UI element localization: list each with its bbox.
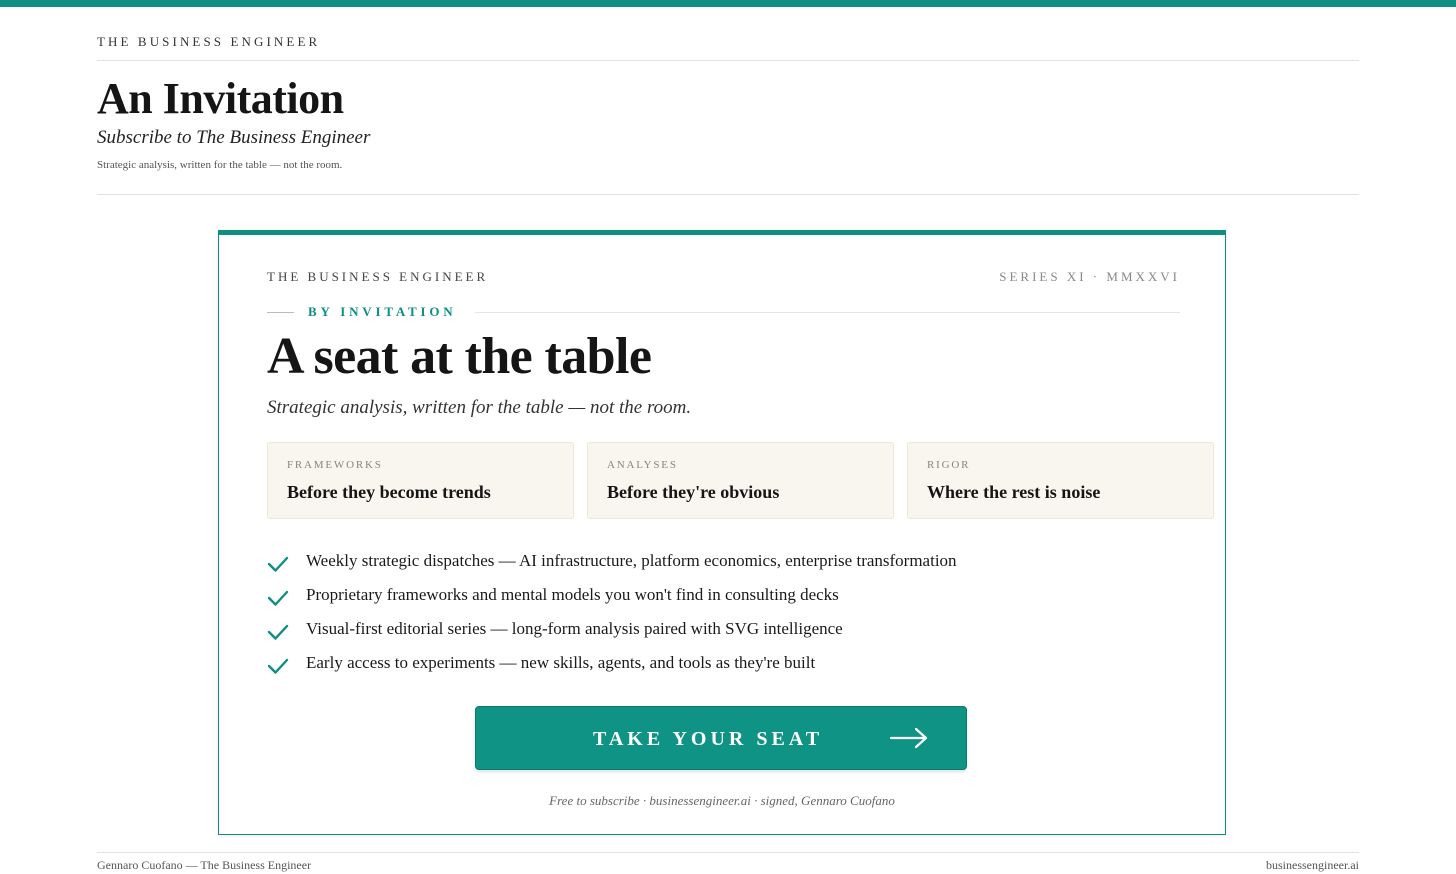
footer-site-link[interactable]: businessengineer.ai [1266,858,1359,872]
check-icon [267,555,289,573]
pillar-analyses [587,442,894,519]
header-divider [97,60,1359,61]
pillar-frameworks [267,442,574,519]
footer-divider [97,852,1359,853]
footer-author: Gennaro Cuofano — The Business Engineer [97,858,312,872]
card-footnote: Free to subscribe · businessengineer.ai · signed, Gennaro Cuofano [549,793,895,808]
card-series: SERIES XI · MMXXVI [999,269,1180,284]
benefit-text: Weekly strategic dispatches — AI infrastructure, platform economics, enterprise transformation [306,551,957,570]
benefit-text: Visual-first editorial series — long-form analysis paired with SVG intelligence [306,619,843,638]
card-brand: THE BUSINESS ENGINEER [267,269,489,284]
pillar-text: Before they're obvious [607,482,780,502]
pillar-kicker: ANALYSES [607,459,678,471]
top-accent-bar [0,0,1456,7]
card-eyebrow: BY INVITATION [308,304,457,319]
check-icon [267,589,289,607]
card-subtitle: Strategic analysis, written for the table — not the room. [267,397,692,418]
take-your-seat-button[interactable] [475,706,967,770]
cta-label: TAKE YOUR SEAT [593,728,824,750]
pillar-text: Where the rest is noise [927,482,1101,502]
benefit-text: Proprietary frameworks and mental models you won't find in consulting decks [306,585,839,604]
page-subtitle: Subscribe to The Business Engineer [97,127,371,148]
arrow-right-icon [889,727,929,749]
eyebrow-rule [475,312,1180,313]
pillar-kicker: RIGOR [927,459,971,471]
pillar-rigor [907,442,1214,519]
benefit-text: Early access to experiments — new skills, agents, and tools as they're built [306,653,816,672]
page-tagline: Strategic analysis, written for the table — not the room. [97,159,343,171]
check-icon [267,623,289,641]
pillar-kicker: FRAMEWORKS [287,459,383,471]
pillar-text: Before they become trends [287,482,491,502]
eyebrow-dash [267,312,294,313]
masthead: THE BUSINESS ENGINEER [97,34,321,49]
card-title: A seat at the table [267,328,652,385]
check-icon [267,657,289,675]
title-divider [97,194,1359,195]
page-title: An Invitation [97,74,344,123]
invitation-card [218,230,1226,835]
